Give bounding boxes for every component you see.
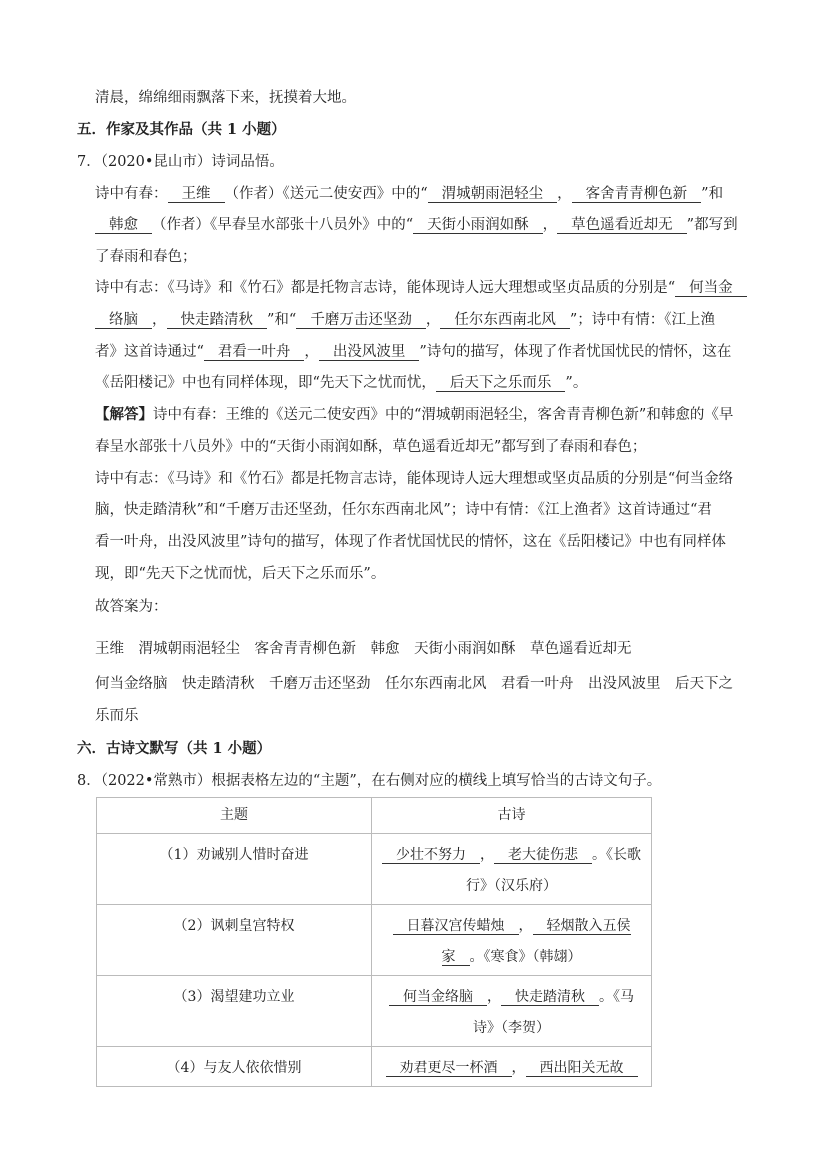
text-segment: 现，即“先天下之忧而忧，后天下之乐而乐”。	[95, 566, 386, 582]
text-segment: 诗中有春：王维的《送元二使安西》中的“渭城朝雨浥轻尘，客舍青青柳色新”和韩愈的《早	[153, 407, 734, 423]
table-row	[97, 834, 652, 905]
answer-blank: 劝君更尽一杯酒	[386, 1060, 512, 1077]
poem-cell	[372, 976, 652, 1047]
poem-cell	[372, 905, 652, 976]
answer-blank: 天街小雨润如酥	[413, 217, 543, 234]
answer-blank: 渭城朝雨浥轻尘	[428, 186, 558, 203]
text-segment: 看一叶舟，出没风波里”诗句的描写，体现了作者忧国忧民的情怀，这在《岳阳楼记》中也有同样体	[95, 534, 726, 550]
text-segment: ”和	[701, 186, 724, 202]
answer-blank: 老大徒伤悲	[494, 847, 592, 864]
text-segment: ”。	[565, 375, 588, 391]
topic-cell: （2）讽刺皇宫特权	[97, 905, 372, 976]
section-heading	[77, 739, 271, 759]
text-line	[95, 674, 733, 694]
text-segment: 清晨，绵绵细雨飘落下来，抚摸着大地。	[95, 90, 356, 106]
topic-cell: （4）与友人依依惜别	[97, 1047, 372, 1087]
text-line	[95, 532, 726, 552]
text-segment: 7．（2020•昆山市）诗词品悟。	[77, 154, 284, 170]
text-segment: ，	[518, 918, 533, 934]
text-segment: 脑，快走踏清秋”和“千磨万击还坚劲，任尔东西南北风”；诗中有情：《江上渔者》这首诗通过“君	[95, 502, 712, 518]
text-segment: ，	[425, 312, 441, 328]
poem-cell	[372, 834, 652, 905]
answer-blank: 少壮不努力	[382, 847, 480, 864]
text-segment: 王维 渭城朝雨浥轻尘 客舍青青柳色新 韩愈 天街小雨润如酥 草色遥看近却无	[95, 641, 632, 657]
topic-cell: （1）劝诫别人惜时奋进	[97, 834, 372, 905]
answer-label: 【解答】	[95, 406, 153, 423]
table-header-row	[97, 798, 652, 834]
answer-blank: 草色遥看近却无	[557, 217, 687, 234]
text-segment: 诗中有春：	[95, 186, 168, 202]
text-line	[95, 469, 733, 489]
answer-blank: 君看一叶舟	[204, 344, 305, 361]
text-segment: 了春雨和春色；	[95, 249, 197, 265]
text-segment: ，	[557, 186, 572, 202]
topic-cell: （3）渴望建功立业	[97, 976, 372, 1047]
text-segment: ”和“	[267, 312, 297, 328]
text-segment: ”；诗中有情：《江上渔	[569, 312, 715, 328]
table-row	[97, 1047, 652, 1087]
text-line	[95, 373, 587, 393]
text-segment: ，	[542, 217, 558, 233]
text-segment: ，	[511, 1060, 526, 1076]
answer-blank: 任尔东西南北风	[440, 312, 570, 329]
text-segment: 故答案为：	[95, 599, 168, 615]
header-topic: 主题	[97, 798, 372, 834]
text-segment: 。《长歌行》（汉乐府）	[466, 847, 641, 894]
answer-blank: 快走踏清秋	[501, 989, 599, 1006]
answer-blank: 王维	[168, 186, 225, 203]
answer-blank: 轻烟散入五侯家	[441, 918, 631, 965]
text-segment: ，	[480, 847, 494, 863]
text-line	[95, 247, 197, 267]
text-segment: 六．古诗文默写（共 1 小题）	[77, 740, 272, 757]
text-segment: ”都写到	[686, 217, 738, 233]
answer-blank: 后天下之乐而乐	[436, 375, 566, 392]
table-row	[97, 976, 652, 1047]
text-segment: 诗中有志：《马诗》和《竹石》都是托物言志诗，能体现诗人远大理想或坚贞品质的分别是“何当金络	[95, 471, 734, 487]
text-line	[95, 437, 646, 457]
text-line	[95, 184, 723, 204]
text-line	[95, 597, 168, 617]
answer-blank: 客舍青青柳色新	[572, 186, 702, 203]
question-stem	[77, 152, 284, 172]
text-segment: 五．作家及其作品（共 1 小题）	[77, 121, 286, 138]
text-segment: 春呈水部张十八员外》中的“天街小雨润如酥，草色遥看近却无”都写到了春雨和春色；	[95, 439, 647, 455]
answer-blank: 出没风波里	[319, 344, 420, 361]
text-segment: ，	[304, 344, 319, 360]
answer-blank: 何当金络脑	[389, 989, 487, 1006]
text-line	[95, 88, 356, 108]
text-segment: （作者）《早春呈水部张十八员外》中的“	[152, 217, 414, 233]
text-line	[95, 706, 139, 726]
section-heading	[77, 120, 286, 140]
text-line	[95, 342, 731, 362]
answer-blank: 何当金	[675, 280, 747, 297]
answer-blank: 日暮汉宫传蜡烛	[393, 918, 519, 935]
text-line	[95, 215, 738, 235]
text-segment: ，	[152, 312, 167, 328]
text-segment: 。《马诗》（李贺）	[473, 989, 634, 1036]
text-segment: 。《寒食》（韩翃）	[469, 949, 582, 965]
text-segment: 何当金络脑 快走踏清秋 千磨万击还坚劲 任尔东西南北风 君看一叶舟 出没风波里 后天下之	[95, 676, 733, 692]
answer-blank: 快走踏清秋	[167, 312, 268, 329]
text-line	[95, 564, 385, 584]
text-line	[95, 278, 747, 298]
text-segment: （作者）《送元二使安西》中的“	[224, 186, 428, 202]
question-stem	[77, 771, 661, 791]
text-segment: 8．（2022•常熟市）根据表格左边的“主题”，在右侧对应的横线上填写恰当的古诗文句子。	[77, 773, 662, 789]
text-segment: 乐而乐	[95, 708, 139, 724]
text-segment: ”诗句的描写，体现了作者忧国忧民的情怀，这在	[419, 344, 732, 360]
header-poem: 古诗	[372, 798, 652, 834]
text-line	[95, 500, 712, 520]
text-segment: 《岳阳楼记》中也有同样体现，即“先天下之忧而忧，	[95, 375, 436, 391]
text-segment: 者》这首诗通过“	[95, 344, 204, 360]
table-row	[97, 905, 652, 976]
poetry-table	[96, 797, 652, 1087]
text-segment: ，	[487, 989, 501, 1005]
text-line	[95, 639, 632, 659]
answer-blank: 千磨万击还坚劲	[296, 312, 426, 329]
text-segment: 诗中有志：《马诗》和《竹石》都是托物言志诗，能体现诗人远大理想或坚贞品质的分别是“	[95, 280, 676, 296]
text-line	[95, 310, 715, 330]
answer-blank: 络脑	[95, 312, 152, 329]
poem-cell	[372, 1047, 652, 1087]
answer-blank: 西出阳关无故	[526, 1060, 638, 1077]
answer-blank: 韩愈	[95, 217, 152, 234]
text-line	[95, 405, 733, 425]
